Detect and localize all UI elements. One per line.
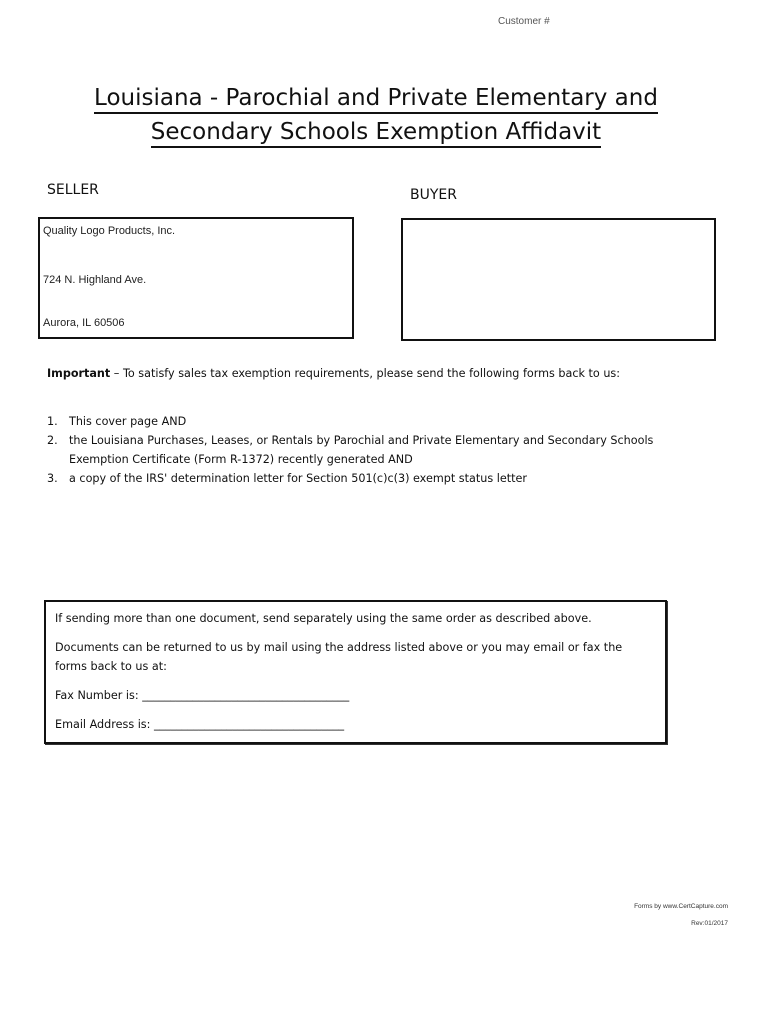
list-item (47, 431, 687, 469)
notice-return-text: Documents can be returned to us by mail using the address listed above or you may email or fax the forms back to us at: (55, 641, 623, 673)
seller-box (38, 217, 354, 339)
list-item (47, 469, 687, 488)
forms-by-credit: Forms by www.CertCapture.com (634, 903, 728, 910)
list-item-text: a copy of the IRS' determination letter for Section 501(c)c(3) exempt status letter (69, 472, 527, 485)
buyer-label: BUYER (410, 187, 457, 203)
important-label: Important (47, 367, 111, 380)
list-item-number: 2. (47, 434, 58, 447)
fax-number-field[interactable]: Fax Number is: _____________________________________ (55, 689, 350, 702)
email-address-field[interactable]: Email Address is: __________________________________ (55, 718, 345, 731)
important-text: – To satisfy sales tax exemption requirements, please send the following forms back to us: (110, 367, 621, 380)
notice-order-text: If sending more than one document, send separately using the same order as described above. (55, 612, 592, 625)
revision-label: Rev:01/2017 (691, 920, 728, 927)
list-item-number: 3. (47, 472, 58, 485)
list-item-text: the Louisiana Purchases, Leases, or Rentals by Parochial and Private Elementary and Secondary Schools Exemption Certificate (Form R-1372) recently generated AND (69, 434, 654, 466)
seller-label: SELLER (47, 182, 99, 198)
required-forms-list (47, 412, 687, 488)
page-title-line-2: Secondary Schools Exemption Affidavit (0, 115, 752, 149)
buyer-box[interactable] (401, 218, 716, 341)
list-item (47, 412, 687, 431)
seller-name: Quality Logo Products, Inc. (43, 225, 176, 237)
seller-city: Aurora, IL 60506 (43, 317, 125, 329)
list-item-text: This cover page AND (69, 415, 187, 428)
seller-address: 724 N. Highland Ave. (43, 274, 147, 286)
list-item-number: 1. (47, 415, 58, 428)
page-title-line-1: Louisiana - Parochial and Private Elementary and (0, 81, 752, 115)
return-instructions-box (44, 600, 667, 744)
customer-number-label: Customer # (498, 16, 550, 27)
important-note (47, 367, 620, 380)
